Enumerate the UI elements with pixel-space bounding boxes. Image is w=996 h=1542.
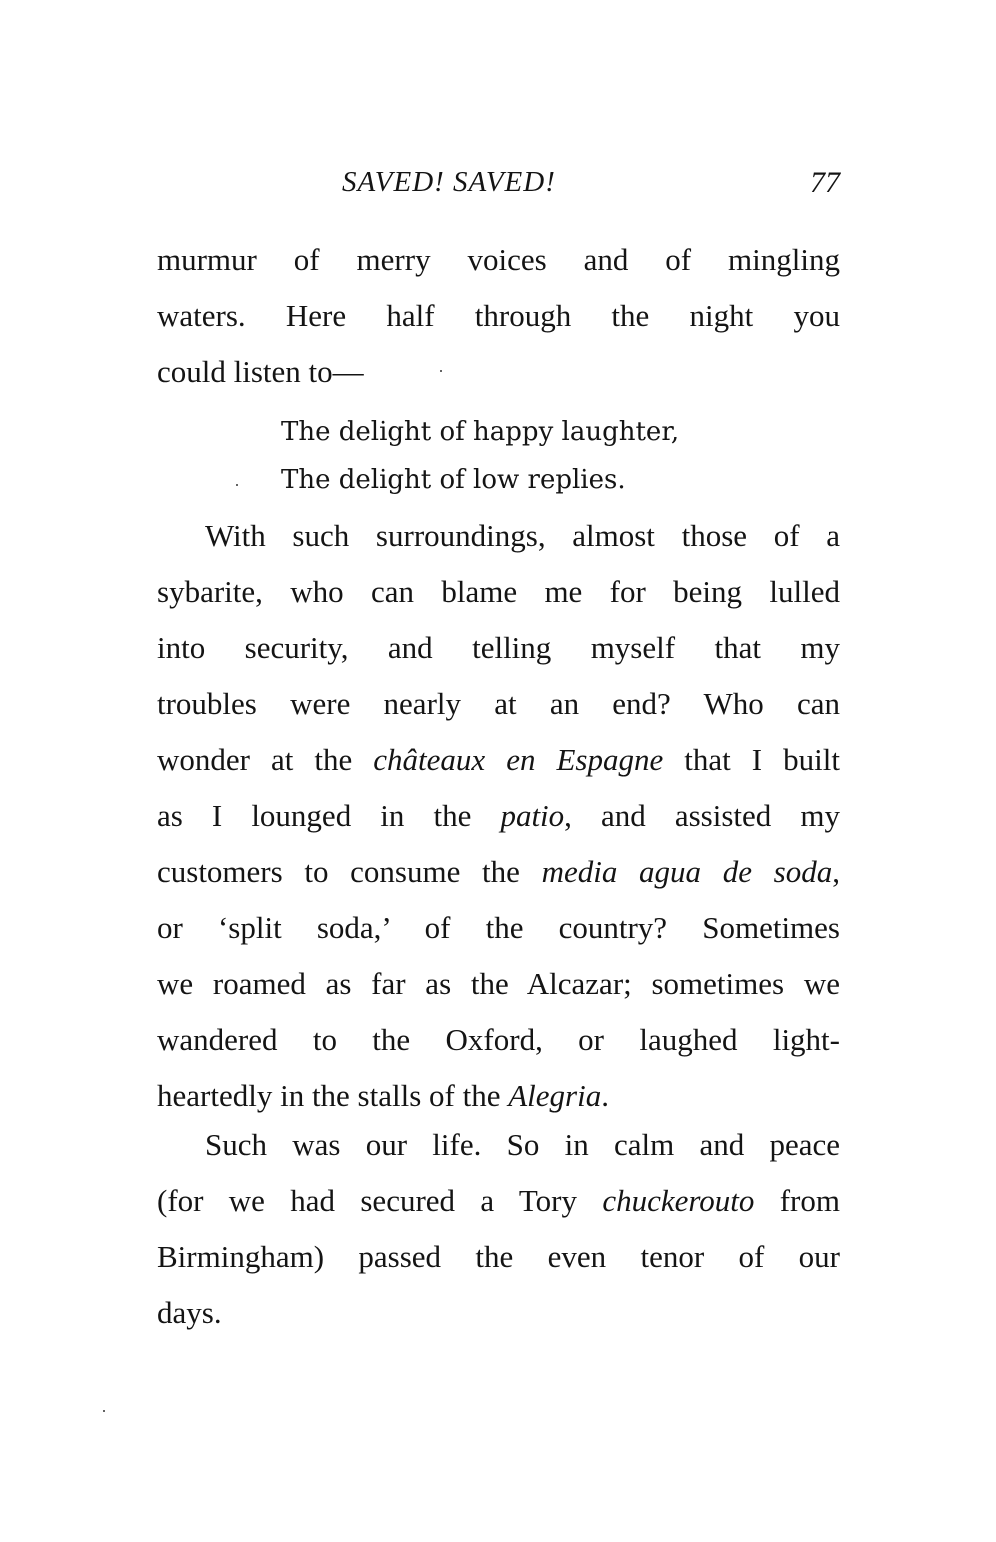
text-line: murmur of merry voices and of mingling xyxy=(157,242,840,277)
text-run: that I built xyxy=(663,742,840,777)
text-line: into security, and telling myself that my xyxy=(157,630,840,665)
verse-quotation xyxy=(281,408,679,504)
text-line xyxy=(157,844,840,900)
text-line: we roamed as far as the Alcazar; sometimes we xyxy=(157,966,840,1001)
text-run: . xyxy=(601,1078,609,1113)
text-line: Birmingham) passed the even tenor of our xyxy=(157,1239,840,1274)
paragraph-1 xyxy=(157,232,840,400)
text-run: customers to consume the xyxy=(157,854,542,889)
running-head xyxy=(342,166,842,206)
text-line: sybarite, who can blame me for being lulled xyxy=(157,574,840,609)
text-line xyxy=(157,788,840,844)
italic-phrase: media agua de soda xyxy=(541,854,833,889)
text-line: troubles were nearly at an end? Who can xyxy=(157,686,840,721)
text-run: heartedly in the stalls of the xyxy=(157,1078,509,1113)
text-line xyxy=(157,1068,840,1124)
text-run: as I lounged in the xyxy=(157,798,501,833)
paragraph-2 xyxy=(157,508,840,1124)
running-title: SAVED! SAVED! xyxy=(342,166,556,198)
italic-phrase: chuckerouto xyxy=(602,1183,755,1218)
print-speck xyxy=(103,1410,105,1412)
paragraph-3 xyxy=(157,1117,840,1341)
verse-line: The delight of happy laughter, xyxy=(281,417,680,447)
text-line: or ‘split soda,’ of the country? Sometimes xyxy=(157,910,840,945)
text-line: wandered to the Oxford, or laughed light- xyxy=(157,1022,840,1057)
text-line: days. xyxy=(157,1295,222,1330)
print-speck xyxy=(440,370,442,372)
text-run: , xyxy=(832,854,840,889)
text-run: , and assisted my xyxy=(564,798,840,833)
text-run: (for we had secured a Tory xyxy=(157,1183,603,1218)
text-line: waters. Here half through the night you xyxy=(157,298,840,333)
text-line: With such surroundings, almost those of a xyxy=(205,518,840,553)
text-line xyxy=(157,1173,840,1229)
text-line xyxy=(157,732,840,788)
italic-phrase: châteaux en Espagne xyxy=(373,742,664,777)
print-speck xyxy=(236,484,238,486)
italic-phrase: patio xyxy=(500,798,565,833)
italic-phrase: Alegria xyxy=(508,1078,602,1113)
text-run: wonder at the xyxy=(157,742,374,777)
text-line: Such was our life. So in calm and peace xyxy=(205,1127,840,1162)
page-number: 77 xyxy=(810,166,840,199)
text-line: could listen to— xyxy=(157,354,364,389)
text-run: from xyxy=(754,1183,840,1218)
verse-line: The delight of low replies. xyxy=(281,465,626,495)
